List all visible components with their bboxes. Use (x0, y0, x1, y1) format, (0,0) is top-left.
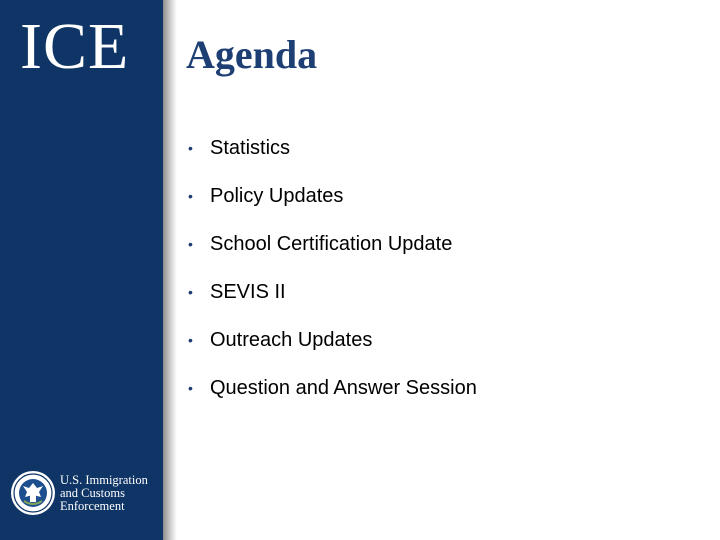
bullet-icon: • (188, 380, 193, 396)
agenda-item-label: School Certification Update (210, 232, 453, 255)
bullet-icon: • (188, 284, 193, 300)
agenda-item-label: Statistics (210, 136, 291, 159)
slide-title: Agenda (186, 32, 318, 77)
bullet-icon: • (188, 332, 193, 348)
agency-line-1: U.S. Immigration (60, 472, 148, 487)
sidebar-panel (0, 0, 163, 540)
agency-logo (10, 466, 160, 520)
agenda-item (186, 172, 477, 220)
agency-name (60, 474, 148, 513)
agenda-item (186, 316, 477, 364)
bullet-icon: • (188, 140, 193, 156)
agenda-item-label: Policy Updates (210, 184, 344, 207)
agency-line-3: Enforcement (60, 498, 125, 513)
bullet-icon: • (188, 236, 193, 252)
agenda-item (186, 220, 477, 268)
dhs-seal-icon (10, 470, 56, 516)
agency-line-2: and Customs (60, 485, 125, 500)
agenda-list (186, 124, 477, 412)
agenda-item-label: Outreach Updates (210, 328, 373, 351)
bullet-icon: • (188, 188, 193, 204)
ice-logo-text: ICE (20, 10, 130, 83)
sidebar-shadow (163, 0, 177, 540)
agenda-item (186, 364, 477, 412)
agenda-item-label: SEVIS II (210, 280, 286, 303)
agenda-item (186, 268, 477, 316)
agenda-item-label: Question and Answer Session (210, 376, 477, 399)
agenda-item (186, 124, 477, 172)
